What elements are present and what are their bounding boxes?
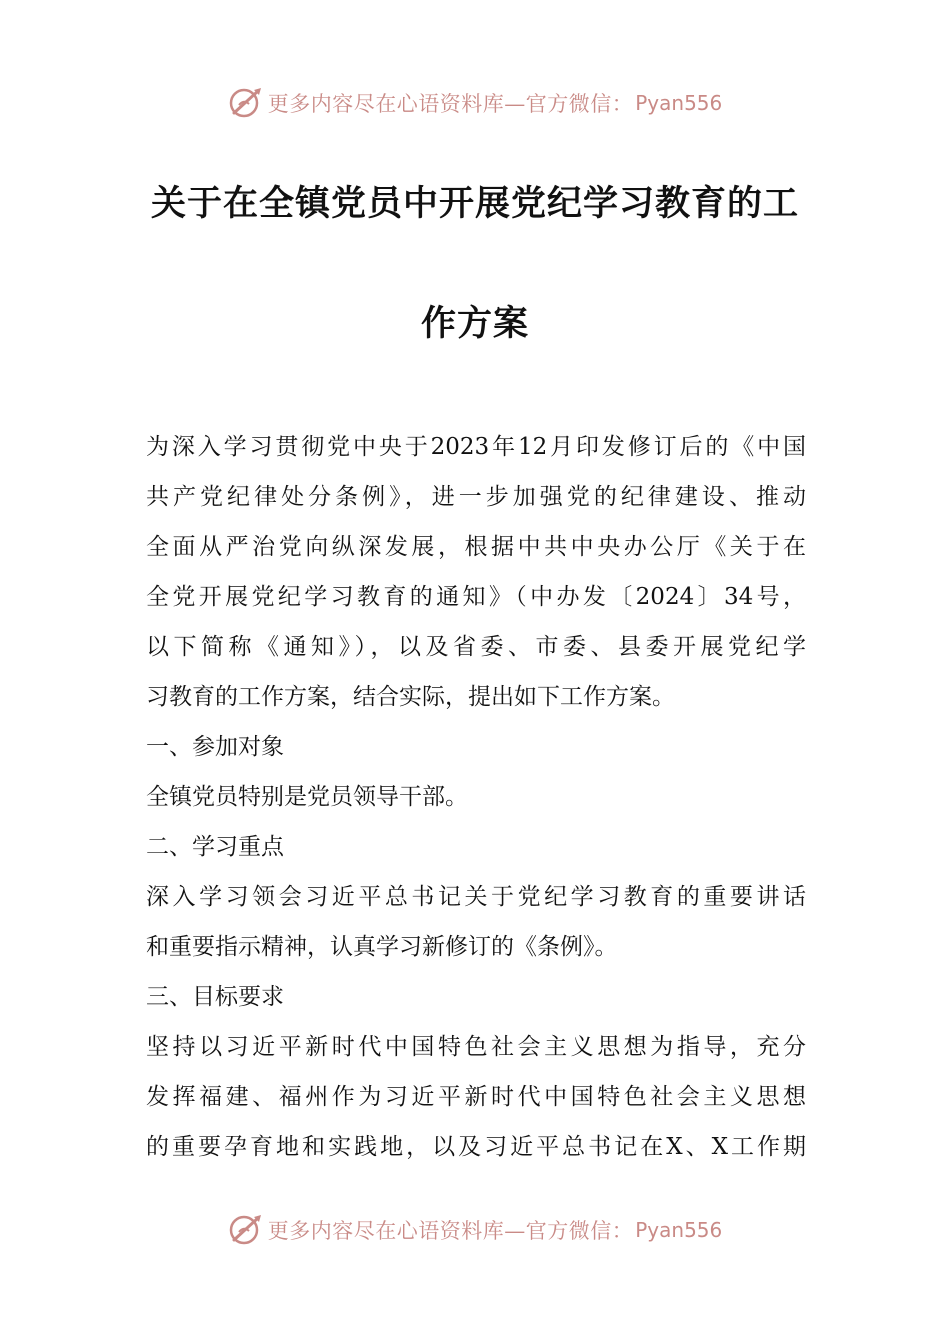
watermark-text: 更多内容尽在心语资料库—官方微信： xyxy=(267,1219,634,1243)
document-body xyxy=(146,422,806,1172)
body-line: 以下简称《通知》），以及省委、市委、县委开展党纪学 xyxy=(146,634,806,660)
watermark-account: Pyan556 xyxy=(635,1218,723,1242)
document-title-line-1: 关于在全镇党员中开展党纪学习教育的工 xyxy=(150,184,799,224)
body-line: 和重要指示精神，认真学习新修订的《条例》。 xyxy=(146,934,618,960)
body-line: 习教育的工作方案，结合实际，提出如下工作方案。 xyxy=(146,684,675,710)
pen-logo-icon xyxy=(228,1212,264,1248)
watermark-account: Pyan556 xyxy=(635,91,723,115)
pen-logo-icon xyxy=(228,85,264,121)
section-heading: 二、学习重点 xyxy=(146,834,284,860)
body-line: 为深入学习贯彻党中央于2023年12月印发修订后的《中国 xyxy=(146,434,806,460)
body-line: 全镇党员特别是党员领导干部。 xyxy=(146,784,468,810)
body-line: 全面从严治党向纵深发展，根据中共中央办公厅《关于在 xyxy=(146,534,806,560)
watermark-text: 更多内容尽在心语资料库—官方微信： xyxy=(267,92,634,116)
body-line: 全党开展党纪学习教育的通知》（中办发〔2024〕34号， xyxy=(146,584,806,610)
section-heading: 一、参加对象 xyxy=(146,734,284,760)
body-line: 坚持以习近平新时代中国特色社会主义思想为指导，充分 xyxy=(146,1034,806,1060)
body-line: 的重要孕育地和实践地，以及习近平总书记在X、X工作期 xyxy=(146,1134,806,1160)
body-line: 深入学习领会习近平总书记关于党纪学习教育的重要讲话 xyxy=(146,884,806,910)
document-title-line-2: 作方案 xyxy=(420,304,529,344)
body-line: 共产党纪律处分条例》，进一步加强党的纪律建设、推动 xyxy=(146,484,806,510)
header-watermark xyxy=(0,83,950,123)
section-heading: 三、目标要求 xyxy=(146,984,284,1010)
body-line: 发挥福建、福州作为习近平新时代中国特色社会主义思想 xyxy=(146,1084,806,1110)
footer-watermark xyxy=(0,1210,950,1250)
